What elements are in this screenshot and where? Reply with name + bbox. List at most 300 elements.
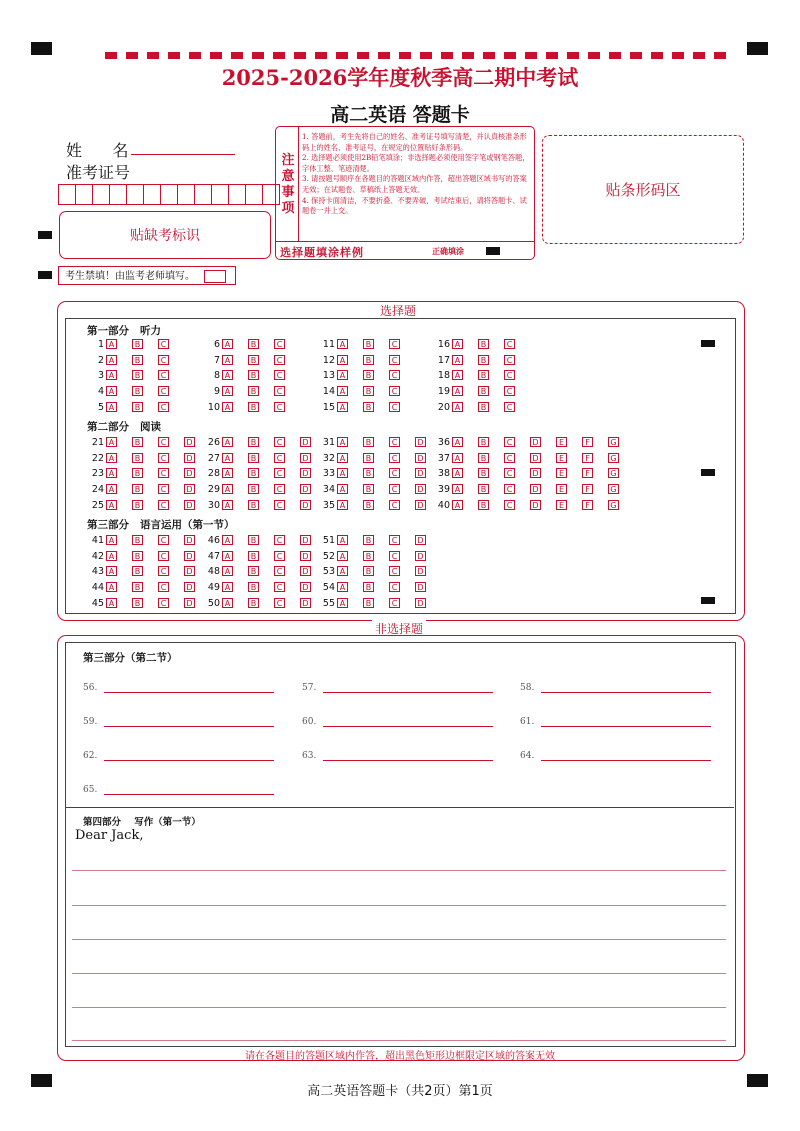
option-bubble-b[interactable]: B bbox=[478, 370, 489, 380]
option-bubble-a[interactable]: A bbox=[106, 386, 117, 396]
option-bubble-d[interactable]: D bbox=[184, 598, 195, 608]
option-bubble-c[interactable]: C bbox=[158, 551, 169, 561]
option-bubble-b[interactable]: B bbox=[248, 484, 259, 494]
id-digit-box[interactable] bbox=[58, 184, 75, 205]
option-bubble-c[interactable]: C bbox=[274, 453, 285, 463]
option-bubble-c[interactable]: C bbox=[158, 402, 169, 412]
question-number: 39 bbox=[437, 484, 450, 496]
option-bubble-a[interactable]: A bbox=[337, 566, 348, 576]
option-bubble-c[interactable]: C bbox=[158, 339, 169, 349]
option-bubble-d[interactable]: D bbox=[184, 582, 195, 592]
option-bubble-b[interactable]: B bbox=[132, 402, 143, 412]
id-digit-box[interactable] bbox=[75, 184, 92, 205]
writing-line[interactable] bbox=[72, 870, 726, 871]
option-bubble-b[interactable]: B bbox=[132, 500, 143, 510]
part1-title: 第一部分 听力 bbox=[87, 325, 161, 337]
option-bubble-d[interactable]: D bbox=[184, 484, 195, 494]
option-bubble-a[interactable]: A bbox=[222, 370, 233, 380]
option-bubble-b[interactable]: B bbox=[478, 437, 489, 447]
option-bubble-b[interactable]: B bbox=[248, 535, 259, 545]
option-bubble-d[interactable]: D bbox=[300, 453, 311, 463]
question-number: 47 bbox=[207, 550, 220, 562]
option-bubble-c[interactable]: C bbox=[274, 386, 285, 396]
option-bubble-a[interactable]: A bbox=[222, 386, 233, 396]
option-bubble-b[interactable]: B bbox=[363, 370, 374, 380]
option-bubble-b[interactable]: B bbox=[363, 582, 374, 592]
option-bubble-a[interactable]: A bbox=[337, 437, 348, 447]
option-bubble-d[interactable]: D bbox=[300, 468, 311, 478]
option-bubble-b[interactable]: B bbox=[363, 386, 374, 396]
option-bubble-c[interactable]: C bbox=[274, 484, 285, 494]
name-field[interactable] bbox=[131, 154, 235, 155]
option-bubble-b[interactable]: B bbox=[132, 535, 143, 545]
option-bubble-b[interactable]: B bbox=[248, 339, 259, 349]
id-digit-box[interactable] bbox=[92, 184, 109, 205]
option-bubble-c[interactable]: C bbox=[389, 468, 400, 478]
option-bubble-d[interactable]: D bbox=[415, 484, 426, 494]
option-bubble-d[interactable]: D bbox=[530, 437, 541, 447]
option-bubble-a[interactable]: A bbox=[106, 551, 117, 561]
writing-line[interactable] bbox=[72, 973, 726, 974]
question-number: 49 bbox=[207, 582, 220, 594]
question-12 bbox=[311, 354, 398, 366]
option-bubble-b[interactable]: B bbox=[132, 566, 143, 576]
blank-answer-line[interactable] bbox=[323, 726, 493, 727]
option-bubble-a[interactable]: A bbox=[452, 437, 463, 447]
id-digit-box[interactable] bbox=[109, 184, 126, 205]
option-bubble-c[interactable]: C bbox=[389, 437, 400, 447]
option-bubble-d[interactable]: D bbox=[300, 566, 311, 576]
option-bubble-c[interactable]: C bbox=[504, 500, 515, 510]
option-bubble-d[interactable]: D bbox=[415, 582, 426, 592]
option-bubble-a[interactable]: A bbox=[106, 566, 117, 576]
question-4 bbox=[80, 386, 167, 398]
blank-answer-line[interactable] bbox=[541, 726, 711, 727]
option-bubble-b[interactable]: B bbox=[248, 453, 259, 463]
option-bubble-b[interactable]: B bbox=[478, 484, 489, 494]
option-bubble-a[interactable]: A bbox=[106, 582, 117, 592]
option-bubble-a[interactable]: A bbox=[106, 339, 117, 349]
question-number: 5 bbox=[97, 401, 104, 413]
option-bubble-a[interactable]: A bbox=[452, 453, 463, 463]
option-bubble-a[interactable]: A bbox=[222, 437, 233, 447]
option-bubble-a[interactable]: A bbox=[106, 535, 117, 545]
option-bubble-b[interactable]: B bbox=[248, 402, 259, 412]
option-bubble-c[interactable]: C bbox=[504, 437, 515, 447]
option-bubble-b[interactable]: B bbox=[248, 355, 259, 365]
option-bubble-c[interactable]: C bbox=[274, 402, 285, 412]
question-number: 50 bbox=[207, 597, 220, 609]
question-55 bbox=[311, 597, 424, 609]
option-bubble-a[interactable]: A bbox=[222, 500, 233, 510]
option-bubble-d[interactable]: D bbox=[415, 566, 426, 576]
option-bubble-a[interactable]: A bbox=[337, 582, 348, 592]
blank-answer-line[interactable] bbox=[104, 794, 274, 795]
option-bubble-c[interactable]: C bbox=[158, 582, 169, 592]
option-bubble-b[interactable]: B bbox=[248, 468, 259, 478]
option-bubble-a[interactable]: A bbox=[106, 484, 117, 494]
notice-item: 2. 选择题必须使用2B铅笔填涂；非选择题必须使用签字笔或钢笔答题，字体工整、笔迹清楚。 bbox=[302, 153, 530, 173]
question-9 bbox=[196, 386, 283, 398]
option-bubble-c[interactable]: C bbox=[158, 566, 169, 576]
option-bubble-c[interactable]: C bbox=[389, 535, 400, 545]
option-bubble-c[interactable]: C bbox=[389, 453, 400, 463]
option-bubble-c[interactable]: C bbox=[389, 484, 400, 494]
option-bubble-a[interactable]: A bbox=[452, 339, 463, 349]
option-bubble-b[interactable]: B bbox=[478, 402, 489, 412]
option-bubble-c[interactable]: C bbox=[274, 468, 285, 478]
option-bubble-d[interactable]: D bbox=[415, 551, 426, 561]
timing-mark bbox=[701, 469, 715, 476]
option-bubble-c[interactable]: C bbox=[504, 386, 515, 396]
option-bubble-b[interactable]: B bbox=[363, 402, 374, 412]
question-number: 35 bbox=[322, 499, 335, 511]
option-bubble-d[interactable]: D bbox=[300, 437, 311, 447]
option-bubble-c[interactable]: C bbox=[389, 582, 400, 592]
option-bubble-a[interactable]: A bbox=[452, 484, 463, 494]
writing-salutation: Dear Jack, bbox=[75, 828, 144, 843]
option-bubble-b[interactable]: B bbox=[363, 437, 374, 447]
option-bubble-c[interactable]: C bbox=[274, 437, 285, 447]
option-bubble-d[interactable]: D bbox=[184, 500, 195, 510]
option-bubble-c[interactable]: C bbox=[504, 453, 515, 463]
option-bubble-c[interactable]: C bbox=[158, 453, 169, 463]
option-bubble-b[interactable]: B bbox=[132, 582, 143, 592]
option-bubble-b[interactable]: B bbox=[132, 468, 143, 478]
question-number: 4 bbox=[97, 386, 104, 398]
option-bubble-b[interactable]: B bbox=[363, 598, 374, 608]
option-bubble-a[interactable]: A bbox=[337, 598, 348, 608]
option-bubble-a[interactable]: A bbox=[106, 437, 117, 447]
option-bubble-c[interactable]: C bbox=[274, 535, 285, 545]
option-bubble-d[interactable]: D bbox=[415, 500, 426, 510]
option-bubble-a[interactable]: A bbox=[222, 355, 233, 365]
option-bubble-b[interactable]: B bbox=[478, 386, 489, 396]
part2-title: 第二部分 阅读 bbox=[87, 421, 161, 433]
option-bubble-b[interactable]: B bbox=[248, 598, 259, 608]
option-bubble-c[interactable]: C bbox=[504, 484, 515, 494]
option-bubble-b[interactable]: B bbox=[248, 566, 259, 576]
blank-answer-line[interactable] bbox=[323, 760, 493, 761]
option-bubble-a[interactable]: A bbox=[106, 500, 117, 510]
option-bubble-c[interactable]: C bbox=[274, 582, 285, 592]
writing-line[interactable] bbox=[72, 1007, 726, 1008]
option-bubble-e[interactable]: E bbox=[556, 453, 567, 463]
option-bubble-c[interactable]: C bbox=[274, 551, 285, 561]
option-bubble-a[interactable]: A bbox=[452, 468, 463, 478]
question-21 bbox=[80, 437, 193, 448]
id-digit-box[interactable] bbox=[143, 184, 160, 205]
option-bubble-c[interactable]: C bbox=[389, 598, 400, 608]
writing-line[interactable] bbox=[72, 905, 726, 906]
option-bubble-d[interactable]: D bbox=[415, 437, 426, 447]
option-bubble-a[interactable]: A bbox=[337, 339, 348, 349]
blank-answer-line[interactable] bbox=[104, 692, 274, 693]
blank-number: 57. bbox=[302, 683, 317, 693]
id-boxes[interactable] bbox=[58, 184, 280, 203]
option-bubble-a[interactable]: A bbox=[337, 484, 348, 494]
option-bubble-c[interactable]: C bbox=[274, 500, 285, 510]
option-bubble-d[interactable]: D bbox=[300, 484, 311, 494]
option-bubble-g[interactable]: G bbox=[608, 500, 619, 510]
option-bubble-c[interactable]: C bbox=[158, 468, 169, 478]
option-bubble-a[interactable]: A bbox=[337, 453, 348, 463]
option-bubble-c[interactable]: C bbox=[274, 566, 285, 576]
option-bubble-a[interactable]: A bbox=[452, 402, 463, 412]
question-38 bbox=[426, 468, 617, 480]
option-bubble-f[interactable]: F bbox=[582, 468, 593, 478]
id-digit-box[interactable] bbox=[126, 184, 143, 205]
id-label: 准考证号 bbox=[66, 163, 131, 182]
correct-fill-sample bbox=[486, 247, 500, 255]
option-bubble-b[interactable]: B bbox=[363, 453, 374, 463]
question-42 bbox=[80, 550, 193, 562]
question-11 bbox=[311, 339, 398, 350]
writing-line[interactable] bbox=[72, 939, 726, 940]
option-bubble-d[interactable]: D bbox=[184, 566, 195, 576]
option-bubble-b[interactable]: B bbox=[248, 370, 259, 380]
option-bubble-b[interactable]: B bbox=[363, 339, 374, 349]
id-digit-box[interactable] bbox=[160, 184, 177, 205]
option-bubble-a[interactable]: A bbox=[106, 468, 117, 478]
option-bubble-d[interactable]: D bbox=[184, 535, 195, 545]
option-bubble-d[interactable]: D bbox=[300, 500, 311, 510]
option-bubble-b[interactable]: B bbox=[363, 355, 374, 365]
question-number: 24 bbox=[91, 484, 104, 496]
option-bubble-e[interactable]: E bbox=[556, 437, 567, 447]
option-bubble-e[interactable]: E bbox=[556, 484, 567, 494]
option-bubble-d[interactable]: D bbox=[300, 598, 311, 608]
option-bubble-b[interactable]: B bbox=[132, 484, 143, 494]
option-bubble-b[interactable]: B bbox=[248, 437, 259, 447]
option-bubble-b[interactable]: B bbox=[478, 468, 489, 478]
option-bubble-d[interactable]: D bbox=[184, 453, 195, 463]
option-bubble-c[interactable]: C bbox=[158, 598, 169, 608]
question-number: 26 bbox=[207, 437, 220, 448]
option-bubble-c[interactable]: C bbox=[504, 339, 515, 349]
option-bubble-c[interactable]: C bbox=[158, 484, 169, 494]
option-bubble-a[interactable]: A bbox=[222, 339, 233, 349]
option-bubble-d[interactable]: D bbox=[415, 535, 426, 545]
option-bubble-a[interactable]: A bbox=[222, 453, 233, 463]
option-bubble-d[interactable]: D bbox=[415, 468, 426, 478]
option-bubble-a[interactable]: A bbox=[337, 500, 348, 510]
question-3 bbox=[80, 370, 167, 382]
question-number: 41 bbox=[91, 535, 104, 546]
option-bubble-a[interactable]: A bbox=[222, 484, 233, 494]
option-bubble-c[interactable]: C bbox=[504, 355, 515, 365]
option-bubble-a[interactable]: A bbox=[337, 370, 348, 380]
option-bubble-c[interactable]: C bbox=[504, 468, 515, 478]
exam-title: 2025-2026学年度秋季高二期中考试 bbox=[221, 65, 579, 90]
question-33 bbox=[311, 468, 424, 480]
option-bubble-a[interactable]: A bbox=[106, 370, 117, 380]
option-bubble-b[interactable]: B bbox=[132, 386, 143, 396]
option-bubble-a[interactable]: A bbox=[452, 370, 463, 380]
option-bubble-b[interactable]: B bbox=[363, 500, 374, 510]
id-digit-box[interactable] bbox=[194, 184, 211, 205]
timing-mark bbox=[38, 271, 52, 279]
option-bubble-b[interactable]: B bbox=[248, 551, 259, 561]
option-bubble-a[interactable]: A bbox=[106, 402, 117, 412]
option-bubble-a[interactable]: A bbox=[452, 386, 463, 396]
option-bubble-a[interactable]: A bbox=[337, 402, 348, 412]
question-43 bbox=[80, 566, 193, 578]
option-bubble-b[interactable]: B bbox=[248, 386, 259, 396]
question-number: 16 bbox=[437, 339, 450, 350]
option-bubble-b[interactable]: B bbox=[248, 582, 259, 592]
option-bubble-c[interactable]: C bbox=[274, 339, 285, 349]
option-bubble-b[interactable]: B bbox=[363, 551, 374, 561]
blank-answer-line[interactable] bbox=[104, 726, 274, 727]
option-bubble-d[interactable]: D bbox=[530, 468, 541, 478]
option-bubble-a[interactable]: A bbox=[337, 535, 348, 545]
option-bubble-d[interactable]: D bbox=[415, 453, 426, 463]
option-bubble-c[interactable]: C bbox=[389, 339, 400, 349]
option-bubble-b[interactable]: B bbox=[478, 339, 489, 349]
option-bubble-a[interactable]: A bbox=[337, 551, 348, 561]
option-bubble-c[interactable]: C bbox=[389, 355, 400, 365]
question-number: 54 bbox=[322, 582, 335, 594]
blank-answer-line[interactable] bbox=[541, 692, 711, 693]
option-bubble-a[interactable]: A bbox=[452, 355, 463, 365]
question-number: 14 bbox=[322, 386, 335, 398]
option-bubble-c[interactable]: C bbox=[389, 402, 400, 412]
question-number: 22 bbox=[91, 452, 104, 464]
option-bubble-c[interactable]: C bbox=[158, 500, 169, 510]
option-bubble-g[interactable]: G bbox=[608, 468, 619, 478]
option-bubble-b[interactable]: B bbox=[363, 484, 374, 494]
question-number: 38 bbox=[437, 468, 450, 480]
option-bubble-b[interactable]: B bbox=[363, 566, 374, 576]
option-bubble-d[interactable]: D bbox=[184, 468, 195, 478]
part3-title: 第三部分 语言运用（第一节） bbox=[87, 519, 235, 531]
option-bubble-c[interactable]: C bbox=[274, 355, 285, 365]
question-number: 15 bbox=[322, 401, 335, 413]
option-bubble-d[interactable]: D bbox=[530, 453, 541, 463]
option-bubble-c[interactable]: C bbox=[389, 370, 400, 380]
option-bubble-b[interactable]: B bbox=[132, 339, 143, 349]
id-digit-box[interactable] bbox=[177, 184, 194, 205]
option-bubble-b[interactable]: B bbox=[132, 598, 143, 608]
option-bubble-a[interactable]: A bbox=[222, 551, 233, 561]
option-bubble-c[interactable]: C bbox=[158, 437, 169, 447]
option-bubble-d[interactable]: D bbox=[300, 582, 311, 592]
option-bubble-a[interactable]: A bbox=[222, 566, 233, 576]
option-bubble-g[interactable]: G bbox=[608, 453, 619, 463]
option-bubble-b[interactable]: B bbox=[478, 355, 489, 365]
id-digit-box[interactable] bbox=[245, 184, 262, 205]
option-bubble-g[interactable]: G bbox=[608, 437, 619, 447]
option-bubble-b[interactable]: B bbox=[478, 453, 489, 463]
option-bubble-e[interactable]: E bbox=[556, 500, 567, 510]
option-bubble-b[interactable]: B bbox=[132, 355, 143, 365]
option-bubble-a[interactable]: A bbox=[222, 402, 233, 412]
question-14 bbox=[311, 386, 398, 398]
question-5 bbox=[80, 401, 167, 413]
question-number: 11 bbox=[322, 339, 335, 350]
option-bubble-c[interactable]: C bbox=[274, 370, 285, 380]
question-52 bbox=[311, 550, 424, 562]
option-bubble-c[interactable]: C bbox=[274, 598, 285, 608]
option-bubble-d[interactable]: D bbox=[300, 551, 311, 561]
option-bubble-c[interactable]: C bbox=[389, 386, 400, 396]
option-bubble-a[interactable]: A bbox=[452, 500, 463, 510]
option-bubble-d[interactable]: D bbox=[184, 551, 195, 561]
option-bubble-a[interactable]: A bbox=[106, 453, 117, 463]
option-bubble-g[interactable]: G bbox=[608, 484, 619, 494]
option-bubble-c[interactable]: C bbox=[158, 386, 169, 396]
blank-number: 64. bbox=[520, 751, 535, 761]
writing-line[interactable] bbox=[72, 1040, 726, 1041]
option-bubble-b[interactable]: B bbox=[132, 370, 143, 380]
option-bubble-c[interactable]: C bbox=[158, 355, 169, 365]
question-25 bbox=[80, 499, 193, 511]
option-bubble-d[interactable]: D bbox=[184, 437, 195, 447]
card-title: 高二英语 答题卡 bbox=[330, 104, 470, 126]
id-digit-box[interactable] bbox=[211, 184, 228, 205]
option-bubble-a[interactable]: A bbox=[222, 582, 233, 592]
option-bubble-d[interactable]: D bbox=[300, 535, 311, 545]
option-bubble-e[interactable]: E bbox=[556, 468, 567, 478]
option-bubble-b[interactable]: B bbox=[132, 551, 143, 561]
option-bubble-c[interactable]: C bbox=[158, 370, 169, 380]
option-bubble-c[interactable]: C bbox=[158, 535, 169, 545]
question-number: 51 bbox=[322, 535, 335, 546]
option-bubble-f[interactable]: F bbox=[582, 484, 593, 494]
id-digit-box[interactable] bbox=[228, 184, 245, 205]
notice-item: 3. 请按题号顺序在各题目的答题区域内作答，超出答题区域书写的答案无效；在试题卷、草稿纸上答题无效。 bbox=[302, 174, 527, 194]
option-bubble-a[interactable]: A bbox=[337, 468, 348, 478]
blank-answer-line[interactable] bbox=[104, 760, 274, 761]
registration-mark bbox=[747, 42, 768, 55]
question-41 bbox=[80, 535, 193, 546]
option-bubble-a[interactable]: A bbox=[106, 598, 117, 608]
option-bubble-b[interactable]: B bbox=[363, 535, 374, 545]
option-bubble-c[interactable]: C bbox=[389, 566, 400, 576]
option-bubble-b[interactable]: B bbox=[478, 500, 489, 510]
registration-mark bbox=[31, 42, 52, 55]
option-bubble-d[interactable]: D bbox=[530, 484, 541, 494]
option-bubble-d[interactable]: D bbox=[415, 598, 426, 608]
option-bubble-a[interactable]: A bbox=[222, 598, 233, 608]
option-bubble-c[interactable]: C bbox=[389, 500, 400, 510]
option-bubble-c[interactable]: C bbox=[504, 370, 515, 380]
option-bubble-f[interactable]: F bbox=[582, 500, 593, 510]
blank-answer-line[interactable] bbox=[323, 692, 493, 693]
option-bubble-a[interactable]: A bbox=[222, 468, 233, 478]
option-bubble-c[interactable]: C bbox=[389, 551, 400, 561]
option-bubble-d[interactable]: D bbox=[530, 500, 541, 510]
blank-answer-line[interactable] bbox=[541, 760, 711, 761]
question-number: 31 bbox=[322, 437, 335, 448]
option-bubble-b[interactable]: B bbox=[248, 500, 259, 510]
option-bubble-b[interactable]: B bbox=[132, 453, 143, 463]
option-bubble-f[interactable]: F bbox=[582, 453, 593, 463]
option-bubble-a[interactable]: A bbox=[106, 355, 117, 365]
option-bubble-c[interactable]: C bbox=[504, 402, 515, 412]
option-bubble-a[interactable]: A bbox=[337, 355, 348, 365]
option-bubble-f[interactable]: F bbox=[582, 437, 593, 447]
option-bubble-b[interactable]: B bbox=[132, 437, 143, 447]
nonchoice-panel-title: 非选择题 bbox=[372, 620, 426, 637]
option-bubble-a[interactable]: A bbox=[337, 386, 348, 396]
question-46 bbox=[196, 535, 309, 546]
option-bubble-a[interactable]: A bbox=[222, 535, 233, 545]
question-54 bbox=[311, 582, 424, 594]
question-31 bbox=[311, 437, 424, 448]
option-bubble-b[interactable]: B bbox=[363, 468, 374, 478]
